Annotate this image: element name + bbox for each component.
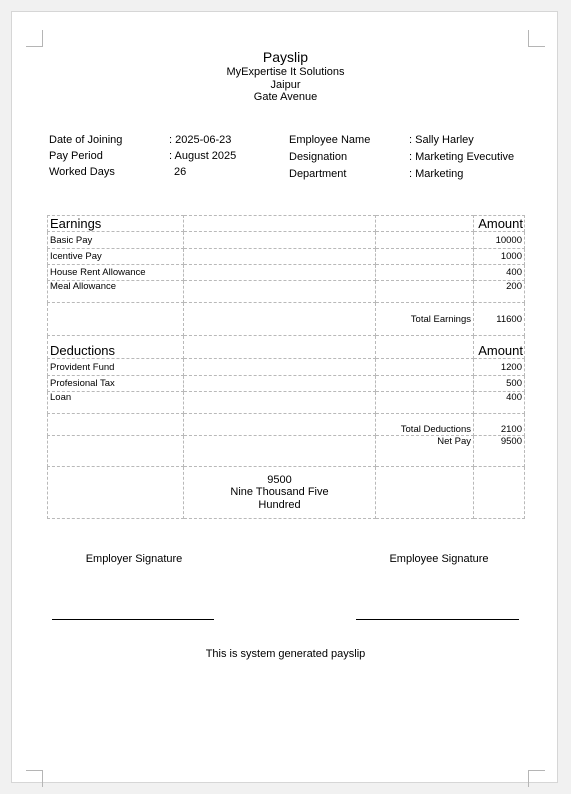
earning-amount: 1000	[474, 249, 525, 265]
crop-mark-bottom-right	[528, 770, 545, 787]
net-pay-figure: 9500	[267, 473, 292, 486]
net-pay-words-line1: Nine Thousand Five	[230, 486, 329, 499]
earnings-heading: Earnings	[48, 216, 184, 232]
pay-period-label: Pay Period	[49, 150, 103, 162]
earning-label: Meal Allowance	[48, 281, 184, 303]
table-row	[48, 359, 525, 376]
total-earnings-row	[48, 303, 525, 336]
earning-label: House Rent Allowance	[48, 265, 184, 281]
earning-amount: 400	[474, 265, 525, 281]
net-pay-value: 9500	[474, 436, 525, 467]
worked-days-label: Worked Days	[49, 166, 115, 178]
company-name: MyExpertise It Solutions	[226, 66, 345, 78]
deduction-label: Profesional Tax	[48, 376, 184, 392]
payslip-header	[12, 49, 559, 104]
net-pay-words-line2: Hundred	[258, 498, 301, 511]
deduction-amount: 400	[474, 392, 525, 414]
employer-signature-line	[52, 619, 214, 620]
department-label: Department	[289, 168, 347, 180]
total-deductions-value: 2100	[474, 414, 525, 436]
table-row	[48, 232, 525, 249]
net-pay-in-words	[184, 467, 376, 519]
page-title: Payslip	[262, 49, 309, 65]
joining-date-value: : 2025-06-23	[169, 134, 232, 146]
payslip-page	[11, 11, 558, 783]
deduction-label: Loan	[48, 392, 184, 414]
deductions-header-row	[48, 336, 525, 359]
deductions-heading: Deductions	[48, 336, 184, 359]
company-city: Jaipur	[270, 78, 301, 91]
pay-period-value: : August 2025	[169, 150, 237, 162]
crop-mark-top-left	[26, 30, 43, 47]
system-generated-note: This is system generated payslip	[205, 648, 366, 660]
department-value: : Marketing	[409, 168, 464, 180]
earning-amount: 200	[474, 281, 525, 303]
table-row	[48, 281, 525, 303]
table-row	[48, 376, 525, 392]
earning-label: Basic Pay	[48, 232, 184, 249]
total-deductions-row	[48, 414, 525, 436]
worked-days-value: 26	[174, 166, 187, 178]
deduction-label: Provident Fund	[48, 359, 184, 376]
table-row	[48, 249, 525, 265]
employee-signature-line	[356, 619, 519, 620]
table-row	[48, 265, 525, 281]
table-row	[48, 392, 525, 414]
net-pay-label: Net Pay	[376, 436, 474, 467]
payslip-table	[47, 215, 525, 519]
employee-name-label: Employee Name	[289, 134, 371, 146]
earning-amount: 10000	[474, 232, 525, 249]
earnings-header-row	[48, 216, 525, 232]
company-address: Gate Avenue	[253, 91, 318, 103]
crop-mark-top-right	[528, 30, 545, 47]
total-deductions-label: Total Deductions	[376, 414, 474, 436]
deduction-amount: 500	[474, 376, 525, 392]
joining-date-label: Date of Joining	[49, 134, 123, 146]
designation-value: : Marketing Evecutive	[409, 151, 515, 163]
employee-signature-label: Employee Signature	[389, 553, 489, 565]
total-earnings-label: Total Earnings	[376, 303, 474, 336]
earning-label: Icentive Pay	[48, 249, 184, 265]
earnings-amount-heading: Amount	[474, 216, 525, 232]
employee-name-value: : Sally Harley	[409, 134, 474, 146]
employer-signature-label: Employer Signature	[85, 553, 183, 565]
deductions-amount-heading: Amount	[474, 336, 525, 359]
crop-mark-bottom-left	[26, 770, 43, 787]
deduction-amount: 1200	[474, 359, 525, 376]
net-pay-words-row	[48, 467, 525, 519]
net-pay-row	[48, 436, 525, 467]
designation-label: Designation	[289, 151, 348, 163]
total-earnings-value: 11600	[474, 303, 525, 336]
